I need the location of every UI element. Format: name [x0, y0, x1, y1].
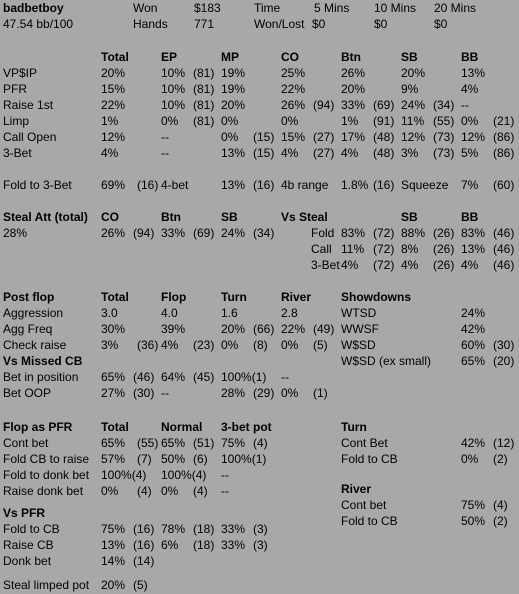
- pfr-normal-n: (6): [193, 452, 208, 466]
- preflop-cell: (27): [313, 146, 335, 160]
- vs-steal-n3: (46): [493, 258, 515, 272]
- missed-turn: 28%: [221, 386, 246, 400]
- preflop-cell: 20%: [401, 66, 426, 80]
- range-n: (16): [373, 178, 395, 192]
- squeeze-n: (60): [493, 178, 515, 192]
- vs-steal-sb: SB: [401, 210, 418, 224]
- turn-value: 0%: [461, 452, 479, 466]
- preflop-cell: --: [161, 146, 169, 160]
- postflop-river-n: (49): [313, 322, 335, 336]
- preflop-cell: 4%: [281, 146, 299, 160]
- steal-limped-n: (5): [133, 578, 148, 592]
- vs-steal-v3: 13%: [461, 242, 486, 256]
- postflop-turn: 20%: [221, 322, 246, 336]
- postflop-flop: 39%: [161, 322, 186, 336]
- postflop-total-n: (36): [137, 338, 159, 352]
- postflop-total: 3.0: [101, 306, 118, 320]
- postflop-river: 2.8: [281, 306, 298, 320]
- won-label: Won: [133, 1, 158, 15]
- vs-pfr-three: 33%: [221, 522, 246, 536]
- river-label: Cont bet: [341, 498, 387, 512]
- showdown-value: 24%: [461, 306, 486, 320]
- steal-btn-label: Btn: [161, 210, 181, 224]
- vs-steal-v3: 4%: [461, 258, 479, 272]
- player-name: badbetboy: [3, 1, 64, 15]
- showdown-label: WWSF: [341, 322, 379, 336]
- preflop-cell: (69): [373, 98, 395, 112]
- river-n: (2): [493, 514, 508, 528]
- missed-cb-title: Vs Missed CB: [3, 354, 83, 368]
- pfr-flop-col: 3-bet pot: [221, 420, 272, 434]
- preflop-cell: (34): [433, 98, 455, 112]
- preflop-cell: 24%: [401, 98, 426, 112]
- preflop-cell: 15%: [281, 130, 306, 144]
- turn-n: (2): [493, 452, 508, 466]
- river-value: 75%: [461, 498, 486, 512]
- fold3bet-total-n: (16): [137, 178, 159, 192]
- showdown-label: W$SD: [341, 338, 376, 352]
- turn-value: 42%: [461, 436, 486, 450]
- vs-steal-v2: 8%: [401, 242, 419, 256]
- missed-river-n: (1): [313, 386, 328, 400]
- preflop-cell: 9%: [401, 82, 419, 96]
- preflop-cell: 26%: [281, 98, 306, 112]
- missed-river: --: [281, 370, 289, 384]
- vs-pfr-total: 13%: [101, 538, 126, 552]
- postflop-col: Total: [101, 290, 129, 304]
- turn-title: Turn: [341, 420, 367, 434]
- preflop-cell: 25%: [281, 66, 306, 80]
- preflop-row-label: VP$IP: [3, 66, 38, 80]
- preflop-col-0: Total: [101, 50, 129, 64]
- preflop-cell: 13%: [221, 146, 246, 160]
- vs-pfr-three: 33%: [221, 538, 246, 552]
- preflop-cell: 15%: [101, 82, 126, 96]
- showdown-n: (30): [493, 338, 515, 352]
- steal-btn: 33%: [161, 226, 186, 240]
- preflop-cell: (15): [253, 130, 275, 144]
- vs-steal-n1: (72): [373, 226, 395, 240]
- vs-pfr-normal-n: (18): [193, 538, 215, 552]
- vs-steal-label: Fold: [311, 226, 335, 240]
- missed-turn: 100%(1): [221, 370, 267, 384]
- vs-pfr-total: 75%: [101, 522, 126, 536]
- preflop-cell: 4%: [341, 146, 359, 160]
- vs-steal-v2: 4%: [401, 258, 419, 272]
- vs-pfr-total-n: (14): [133, 554, 155, 568]
- preflop-cell: 10%: [161, 98, 186, 112]
- preflop-cell: 17%: [341, 130, 366, 144]
- preflop-cell: (91): [373, 114, 395, 128]
- vs-pfr-normal-n: (18): [193, 522, 215, 536]
- preflop-col-2: MP: [221, 50, 239, 64]
- missed-total-n: (30): [133, 386, 155, 400]
- period-20-value: $0: [434, 17, 448, 31]
- preflop-cell: (73): [433, 146, 455, 160]
- vs-steal-n3: (46): [493, 242, 515, 256]
- preflop-col-3: CO: [281, 50, 299, 64]
- steal-btn-n: (69): [193, 226, 215, 240]
- fourbet-label: 4-bet: [161, 178, 189, 192]
- vs-pfr-label: Donk bet: [3, 554, 52, 568]
- pfr-three-n: (4): [253, 436, 268, 450]
- vs-steal-label: 3-Bet: [311, 258, 340, 272]
- pfr-total-n: (55): [137, 436, 159, 450]
- pfr-label: Raise donk bet: [3, 484, 84, 498]
- pfr-total: 65%: [101, 436, 126, 450]
- vs-steal-v1: 83%: [341, 226, 366, 240]
- preflop-cell: 3%: [401, 146, 419, 160]
- preflop-cell: 19%: [221, 66, 246, 80]
- postflop-total: 30%: [101, 322, 126, 336]
- preflop-row-label: 3-Bet: [3, 146, 32, 160]
- preflop-row-label: PFR: [3, 82, 27, 96]
- preflop-cell: 0%: [161, 114, 179, 128]
- preflop-cell: 1%: [101, 114, 119, 128]
- preflop-col-6: BB: [461, 50, 479, 64]
- pfr-label: Cont bet: [3, 436, 49, 450]
- steal-limped-value: 20%: [101, 578, 126, 592]
- vs-pfr-normal: 78%: [161, 522, 186, 536]
- preflop-row-label: Raise 1st: [3, 98, 54, 112]
- preflop-cell: (27): [313, 130, 335, 144]
- pfr-three: 75%: [221, 436, 246, 450]
- showdowns-title: Showdowns: [341, 290, 411, 304]
- preflop-cell: 22%: [101, 98, 126, 112]
- postflop-river-n: (5): [313, 338, 328, 352]
- steal-title: Steal Att (total): [3, 210, 88, 224]
- vs-steal-title: Vs Steal: [281, 210, 328, 224]
- preflop-cell: (48): [373, 146, 395, 160]
- showdown-n: (20): [493, 354, 515, 368]
- hands-label: Hands: [133, 17, 168, 31]
- postflop-turn: 0%: [221, 338, 239, 352]
- vs-steal-n3: (46): [493, 226, 515, 240]
- vs-pfr-title: Vs PFR: [3, 506, 46, 520]
- pfr-normal-n: (51): [193, 436, 215, 450]
- postflop-col: River: [281, 290, 312, 304]
- preflop-cell: 13%: [461, 66, 486, 80]
- preflop-cell: (81): [193, 66, 215, 80]
- preflop-cell: 4%: [101, 146, 119, 160]
- preflop-cell: 12%: [401, 130, 426, 144]
- vs-steal-n2: (26): [433, 258, 455, 272]
- postflop-label: Aggression: [3, 306, 64, 320]
- missed-river: 0%: [281, 386, 299, 400]
- vs-steal-n2: (26): [433, 226, 455, 240]
- pfr-three: 100%(1): [221, 452, 267, 466]
- fourbet-n: (16): [253, 178, 275, 192]
- pfr-three: --: [221, 484, 229, 498]
- showdown-value: 60%: [461, 338, 486, 352]
- preflop-cell: 33%: [341, 98, 366, 112]
- vs-pfr-total: 14%: [101, 554, 126, 568]
- fourbet-value: 13%: [221, 178, 246, 192]
- postflop-turn: 1.6: [221, 306, 238, 320]
- vs-pfr-three-n: (3): [253, 522, 268, 536]
- pfr-total-n: (4): [137, 484, 152, 498]
- preflop-cell: --: [461, 98, 469, 112]
- preflop-cell: 5%: [461, 146, 479, 160]
- postflop-flop: 4%: [161, 338, 179, 352]
- river-title: River: [341, 482, 372, 496]
- postflop-flop-n: (23): [193, 338, 215, 352]
- preflop-cell: --: [161, 130, 169, 144]
- vs-pfr-three-n: (3): [253, 538, 268, 552]
- vs-pfr-total-n: (16): [133, 538, 155, 552]
- preflop-cell: (15): [253, 146, 275, 160]
- vs-steal-n1: (72): [373, 242, 395, 256]
- postflop-col: Flop: [161, 290, 187, 304]
- postflop-label: Agg Freq: [3, 322, 53, 336]
- vs-steal-v1: 11%: [341, 242, 365, 256]
- pfr-total-n: (7): [137, 452, 152, 466]
- vs-pfr-label: Raise CB: [3, 538, 54, 552]
- preflop-cell: (55): [433, 114, 455, 128]
- preflop-cell: (81): [193, 114, 215, 128]
- preflop-cell: (48): [373, 130, 395, 144]
- preflop-cell: 19%: [221, 82, 246, 96]
- pfr-normal: 0%: [161, 484, 179, 498]
- fold3bet-label: Fold to 3-Bet: [3, 178, 72, 192]
- preflop-cell: 4%: [461, 82, 479, 96]
- preflop-col-1: EP: [161, 50, 178, 64]
- squeeze-value: 7%: [461, 178, 479, 192]
- postflop-flop: 4.0: [161, 306, 178, 320]
- turn-label: Fold to CB: [341, 452, 398, 466]
- preflop-cell: (73): [433, 130, 455, 144]
- missed-flop: 64%: [161, 370, 186, 384]
- pfr-total: 57%: [101, 452, 126, 466]
- vs-steal-bb: BB: [461, 210, 479, 224]
- steal-co-n: (94): [133, 226, 155, 240]
- preflop-cell: 20%: [341, 82, 366, 96]
- pfr-flop-col: Total: [101, 420, 129, 434]
- pfr-label: Fold to donk bet: [3, 468, 90, 482]
- preflop-row-label: Limp: [3, 114, 30, 128]
- vs-steal-label: Call: [311, 242, 332, 256]
- missed-total-n: (46): [133, 370, 155, 384]
- pfr-normal: 65%: [161, 436, 186, 450]
- preflop-col-5: SB: [401, 50, 418, 64]
- period-10-label: 10 Mins: [374, 1, 417, 15]
- preflop-cell: 0%: [461, 114, 479, 128]
- preflop-cell: 0%: [221, 114, 239, 128]
- vs-pfr-normal: 6%: [161, 538, 179, 552]
- hands-value: 771: [194, 17, 215, 31]
- preflop-cell: (86): [493, 130, 515, 144]
- squeeze-label: Squeeze: [401, 178, 449, 192]
- time-label: Time: [254, 1, 281, 15]
- preflop-cell: (94): [313, 98, 335, 112]
- preflop-cell: 1%: [341, 114, 359, 128]
- period-5-label: 5 Mins: [314, 1, 350, 15]
- period-10-value: $0: [374, 17, 388, 31]
- range-label: 4b range: [281, 178, 329, 192]
- steal-sb-label: SB: [221, 210, 238, 224]
- missed-flop-n: (45): [193, 370, 215, 384]
- postflop-river: 22%: [281, 322, 306, 336]
- river-n: (4): [493, 498, 508, 512]
- preflop-cell: 12%: [461, 130, 486, 144]
- preflop-cell: 0%: [281, 114, 299, 128]
- preflop-cell: 22%: [281, 82, 306, 96]
- vs-pfr-label: Fold to CB: [3, 522, 60, 536]
- preflop-cell: (21): [493, 114, 515, 128]
- preflop-cell: 20%: [101, 66, 126, 80]
- river-value: 50%: [461, 514, 486, 528]
- preflop-cell: (86): [493, 146, 515, 160]
- steal-co: 26%: [101, 226, 126, 240]
- range-value: 1.8%: [341, 178, 369, 192]
- missed-label: Bet OOP: [3, 386, 52, 400]
- missed-total: 65%: [101, 370, 126, 384]
- steal-sb: 24%: [221, 226, 246, 240]
- showdown-label: W$SD (ex small): [341, 354, 432, 368]
- postflop-total: 3%: [101, 338, 119, 352]
- pfr-total: 0%: [101, 484, 119, 498]
- wonlost-label: Won/Lost: [254, 17, 305, 31]
- pfr-label: Fold CB to raise: [3, 452, 90, 466]
- postflop-turn-n: (8): [253, 338, 268, 352]
- vs-steal-v1: 4%: [341, 258, 359, 272]
- turn-n: (12): [493, 436, 515, 450]
- pfr-flop-col: Normal: [161, 420, 203, 434]
- pfr-three: --: [221, 468, 229, 482]
- showdown-value: 42%: [461, 322, 486, 336]
- pfr-normal-n: (4): [193, 484, 208, 498]
- steal-co-label: CO: [101, 210, 119, 224]
- preflop-cell: 11%: [401, 114, 425, 128]
- river-label: Fold to CB: [341, 514, 398, 528]
- postflop-col: Turn: [221, 290, 247, 304]
- preflop-cell: 12%: [101, 130, 126, 144]
- preflop-cell: 0%: [221, 130, 239, 144]
- postflop-title: Post flop: [3, 290, 55, 304]
- missed-flop: --: [161, 386, 169, 400]
- pfr-normal: 50%: [161, 452, 186, 466]
- vs-steal-n2: (26): [433, 242, 455, 256]
- wonlost-value: $0: [312, 17, 326, 31]
- postflop-turn-n: (66): [253, 322, 275, 336]
- preflop-col-4: Btn: [341, 50, 361, 64]
- steal-limped-label: Steal limped pot: [3, 578, 90, 592]
- fold3bet-total: 69%: [101, 178, 126, 192]
- missed-turn-n: (29): [253, 386, 275, 400]
- preflop-cell: 10%: [161, 66, 186, 80]
- vs-steal-n1: (72): [373, 258, 395, 272]
- vs-steal-v2: 88%: [401, 226, 426, 240]
- missed-total: 27%: [101, 386, 126, 400]
- postflop-label: Check raise: [3, 338, 67, 352]
- showdown-value: 65%: [461, 354, 486, 368]
- preflop-cell: (81): [193, 82, 215, 96]
- turn-label: Cont Bet: [341, 436, 388, 450]
- preflop-row-label: Call Open: [3, 130, 57, 144]
- steal-total: 28%: [3, 226, 28, 240]
- missed-label: Bet in position: [3, 370, 79, 384]
- preflop-cell: 10%: [161, 82, 186, 96]
- period-20-label: 20 Mins: [434, 1, 477, 15]
- won-value: $183: [194, 1, 221, 15]
- vs-pfr-total-n: (16): [133, 522, 155, 536]
- postflop-river: 0%: [281, 338, 299, 352]
- showdown-label: WTSD: [341, 306, 377, 320]
- preflop-cell: 26%: [341, 66, 366, 80]
- winrate: 47.54 bb/100: [3, 17, 74, 31]
- pfr-flop-title: Flop as PFR: [3, 420, 73, 434]
- steal-sb-n: (34): [253, 226, 275, 240]
- preflop-cell: (81): [193, 98, 215, 112]
- pfr-total: 100%(4): [101, 468, 147, 482]
- preflop-cell: 20%: [221, 98, 246, 112]
- vs-steal-v3: 83%: [461, 226, 486, 240]
- pfr-normal: 100%(4): [161, 468, 207, 482]
